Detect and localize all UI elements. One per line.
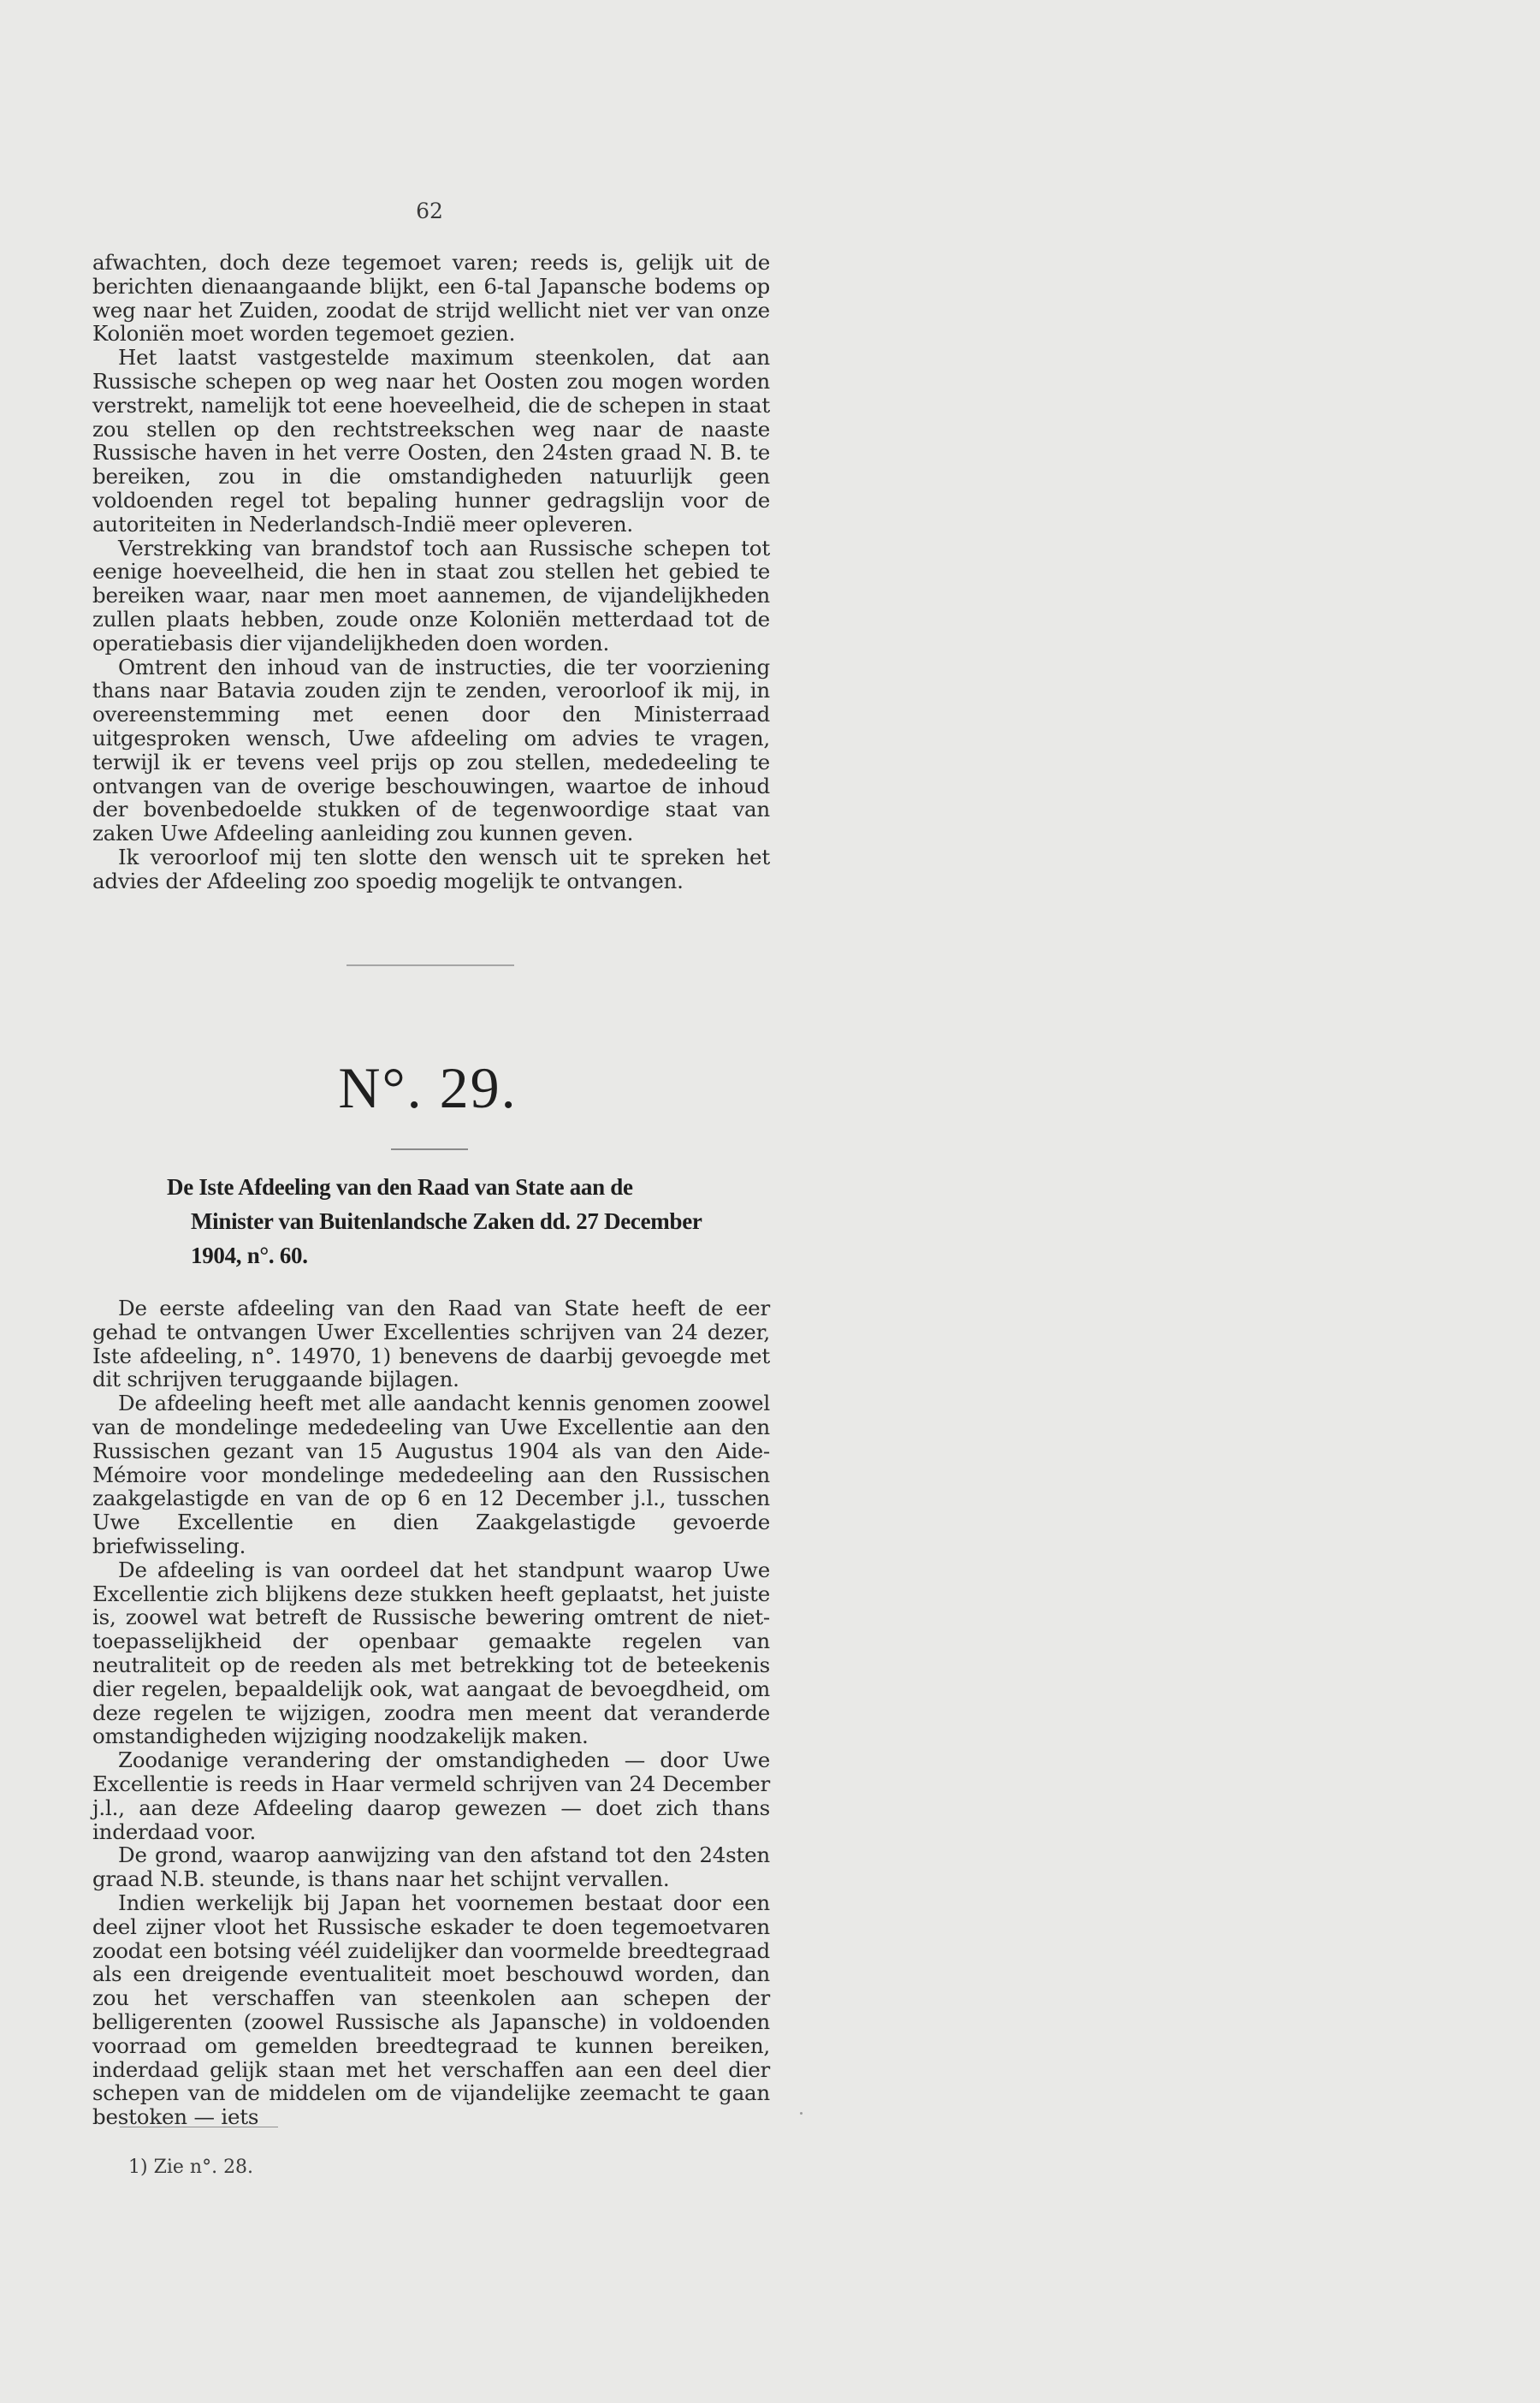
paragraph: Het laatst vastgestelde maximum steenkolen, dat aan Russische schepen op weg naar het Oosten zou mogen worden verstrekt, namelijk tot eene hoeveelheid, die de schepen in staat zou stellen op den rechtstreekschen weg naar de naaste Russische haven in het verre Oosten, den 24sten graad N. B. te bereiken, zou in die omstandigheden natuurlijk geen voldoenden regel tot bepaling hunner gedragslijn voor de autoriteiten in Nederlandsch-Indië meer opleveren.: [92, 345, 770, 537]
paragraph: De afdeeling heeft met alle aandacht kennis genomen zoowel van de mondelinge mededeeling van Uwe Excellentie aan den Russischen gezant van 15 Augustus 1904 als van den Aide-Mémoire voor mondelinge mededeeling aan den Russischen zaakgelastigde en van de op 6 en 12 December j.l., tusschen Uwe Excellentie en dien Zaakgelastigde gevoerde briefwisseling.: [92, 1391, 770, 1558]
bottom-text-block: [92, 1296, 770, 2129]
top-text-block: [92, 251, 770, 893]
title-divider: [391, 1148, 468, 1150]
paragraph: Ik veroorloof mij ten slotte den wensch uit te spreken het advies der Afdeeling zoo spoedig mogelijk te ontvangen.: [92, 844, 770, 893]
section-divider: [346, 964, 514, 966]
paragraph: Indien werkelijk bij Japan het voornemen bestaat door een deel zijner vloot het Russische eskader te doen tegemoetvaren zoodat een botsing véél zuidelijker dan voormelde breedtegraad als een dreigende eventualiteit moet beschouwd worden, dan zou het verschaffen van steenkolen aan schepen der belligerenten (zoowel Russische als Japansche) in voldoenden voorraad om gemelden breedtegraad te kunnen bereiken, inderdaad gelijk staan met het verschaffen aan een deel dier schepen van de middelen om de vijandelijke zeemacht te gaan bestoken — iets: [92, 1890, 770, 2130]
paragraph: De afdeeling is van oordeel dat het standpunt waarop Uwe Excellentie zich blijkens deze stukken heeft geplaatst, het juiste is, zoowel wat betreft de Russische bewering omtrent de niet-toepasselijkheid der openbaar gemaakte regelen van neutraliteit op de reeden als met betrekking tot de beteekenis dier regelen, bepaaldelijk ook, wat aangaat de bevoegdheid, om deze regelen te wijzigen, zoodra men meent dat veranderde omstandigheden wijziging noodzakelijk maken.: [92, 1557, 770, 1749]
paragraph: Omtrent den inhoud van de instructies, die ter voorziening thans naar Batavia zouden zijn te zenden, veroorloof ik mij, in overeenstemming met eenen door den Ministerraad uitgesproken wensch, Uwe afdeeling om advies te vragen, terwijl ik er tevens veel prijs op zou stellen, mededeeling te ontvangen van de overige beschouwingen, waartoe de inhoud der bovenbedoelde stukken of de tegenwoordige staat van zaken Uwe Afdeeling aanleiding zou kunnen geven.: [92, 654, 770, 846]
heading-line: Minister van Buitenlandsche Zaken dd. 27 December: [191, 1208, 702, 1234]
document-number: N°. 29.: [338, 1055, 518, 1120]
footnote: 1) Zie n°. 28.: [128, 2157, 254, 2178]
paragraph: De grond, waarop aanwijzing van den afstand tot den 24sten graad N.B. steunde, is thans naar het schijnt vervallen.: [92, 1842, 770, 1892]
heading-line: De Iste Afdeeling van den Raad van State aan de: [167, 1174, 633, 1200]
paragraph: Zoodanige verandering der omstandigheden — door Uwe Excellentie is reeds in Haar vermeld schrijven van 24 December j.l., aan deze Afdeeling daarop gewezen — doet zich thans inderdaad voor.: [92, 1747, 770, 1844]
paragraph: afwachten, doch deze tegemoet varen; reeds is, gelijk uit de berichten dienaangaande blijkt, een 6-tal Japansche bodems op weg naar het Zuiden, zoodat de strijd wellicht niet ver van onze Koloniën moet worden tegemoet gezien.: [92, 250, 770, 347]
paragraph: De eerste afdeeling van den Raad van State heeft de eer gehad te ontvangen Uwer Excellenties schrijven van 24 dezer, Iste afdeeling, n°. 14970, 1) benevens de daarbij gevoegde met dit schrijven teruggaande bijlagen.: [92, 1296, 770, 1392]
paper-speck: [800, 2112, 803, 2115]
paragraph: Verstrekking van brandstof toch aan Russische schepen tot eenige hoeveelheid, die hen in staat zou stellen het gebied te bereiken waar, naar men moet aannemen, de vijandelijkheden zullen plaats hebben, zoude onze Koloniën metterdaad tot de operatiebasis dier vijandelijkheden doen worden.: [92, 535, 770, 656]
heading-line: 1904, n°. 60.: [191, 1243, 308, 1268]
document-heading: [167, 1170, 776, 1273]
page-number: 62: [416, 199, 443, 223]
